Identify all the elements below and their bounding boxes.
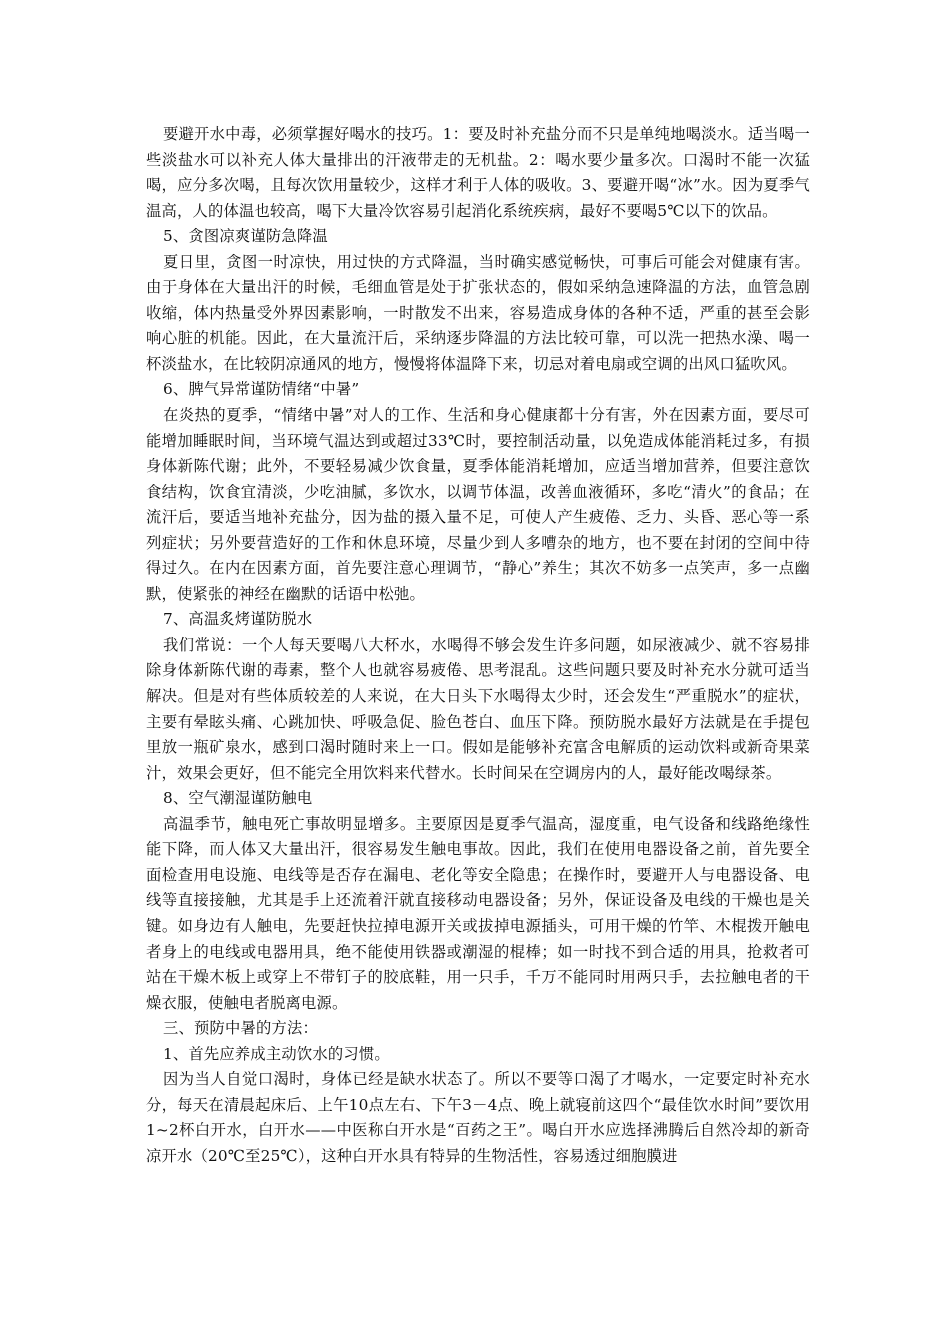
heading-emotional-heatstroke: 6、脾气异常谨防情绪“中暑” — [163, 380, 360, 399]
paragraph-water-intoxication: 要避开水中毒，必须掌握好喝水的技巧。1：要及时补充盐分而不只是单纯地喝淡水。适当喝一些淡盐水可以补充人体大量排出的汗液带走的无机盐。2：喝水要少量多次。口渴时不能一次猛喝，应分多次喝，且每次饮用量较少，这样才利于人体的吸收。3、要避开喝“冰”水。因为夏季气温高，人的体温也较高，喝下大量冷饮容易引起消化系统疾病，最好不要喝5℃以下的饮品。 — [146, 125, 810, 220]
paragraph-rapid-cooling: 夏日里，贪图一时凉快，用过快的方式降温，当时确实感觉畅快，可事后可能会对健康有害。由于身体在大量出汗的时候，毛细血管是处于扩张状态的，假如采纳急速降温的方法，血管急剧收缩，体内热量受外界因素影响，一时散发不出来，容易造成身体的各种不适，严重的甚至会影响心脏的机能。因此，在大量流汗后，采纳逐步降温的方法比较可靠，可以洗一把热水澡、喝一杯淡盐水，在比较阴凉通风的地方，慢慢将体温降下来，切忌对着电扇或空调的出风口猛吹风。 — [146, 252, 810, 373]
document-body — [146, 122, 810, 1169]
paragraph-emotional-heatstroke: 在炎热的夏季，“情绪中暑”对人的工作、生活和身心健康都十分有害，外在因素方面，要尽可能增加睡眠时间，当环境气温达到或超过33℃时，要控制活动量，以免造成体能消耗过多，有损身体新陈代谢；此外，不要轻易减少饮食量，夏季体能消耗增加，应适当增加营养，但要注意饮食结构，饮食宜清淡，少吃油腻，多饮水，以调节体温，改善血液循环，多吃“清火”的食品；在流汗后，要适当地补充盐分，因为盐的摄入量不足，可使人产生疲倦、乏力、头昏、恶心等一系列症状；另外要营造好的工作和休息环境，尽量少到人多嘈杂的地方，也不要在封闭的空间中待得过久。在内在因素方面，首先要注意心理调节，“静心”养生；其次不妨多一点笑声，多一点幽默，使紧张的神经在幽默的话语中松弛。 — [146, 406, 810, 603]
heading-dehydration: 7、高温炙烤谨防脱水 — [163, 610, 313, 629]
heading-electric-shock: 8、空气潮湿谨防触电 — [163, 789, 313, 808]
paragraph-dehydration: 我们常说：一个人每天要喝八大杯水，水喝得不够会发生许多问题，如尿液减少、就不容易排除身体新陈代谢的毒素，整个人也就容易疲倦、思考混乱。这些问题只要及时补充水分就可适当解决。但是对有些体质较差的人来说，在大日头下水喝得太少时，还会发生“严重脱水”的症状，主要有晕眩头痛、心跳加快、呼吸急促、脸色苍白、血压下降。预防脱水最好方法就是在手提包里放一瓶矿泉水，感到口渴时随时来上一口。假如是能够补充富含电解质的运动饮料或新奇果菜汁，效果会更好，但不能完全用饮料来代替水。长时间呆在空调房内的人，最好能改喝绿茶。 — [146, 635, 810, 782]
heading-prevention-methods: 三、预防中暑的方法： — [163, 1019, 318, 1038]
paragraph-electric-shock: 高温季节，触电死亡事故明显增多。主要原因是夏季气温高，湿度重，电气设备和线路绝缘性能下降，而人体又大量出汗，很容易发生触电事故。因此，我们在使用电器设备之前，首先要全面检查用电设施、电线等是否存在漏电、老化等安全隐患；在操作时，要避开人与电器设备、电线等直接接触，尤其是手上还流着汗就直接移动电器设备；另外，保证设备及电线的干燥也是关键。如身边有人触电，先要赶快拉掉电源开关或拔掉电源插头，可用干燥的竹竿、木棍拨开触电者身上的电线或电器用具，绝不能使用铁器或潮湿的棍棒；如一时找不到合适的用具，抢救者可站在干燥木板上或穿上不带钉子的胶底鞋，用一只手，千万不能同时用两只手，去拉触电者的干燥衣服，使触电者脱离电源。 — [146, 814, 810, 1012]
heading-rapid-cooling: 5、贪图凉爽谨防急降温 — [163, 227, 328, 246]
heading-drink-water-habit: 1、首先应养成主动饮水的习惯。 — [163, 1044, 390, 1063]
paragraph-drink-water-habit: 因为当人自觉口渴时，身体已经是缺水状态了。所以不要等口渴了才喝水，一定要定时补充水分，每天在清晨起床后、上午10点左右、下午3－4点、晚上就寝前这四个“最佳饮水时间”要饮用1~2杯白开水，白开水——中医称白开水是“百药之王”。喝白开水应选择沸腾后自然冷却的新奇凉开水（20℃至25℃），这种白开水具有特异的生物活性，容易透过细胞膜进 — [146, 1070, 810, 1165]
